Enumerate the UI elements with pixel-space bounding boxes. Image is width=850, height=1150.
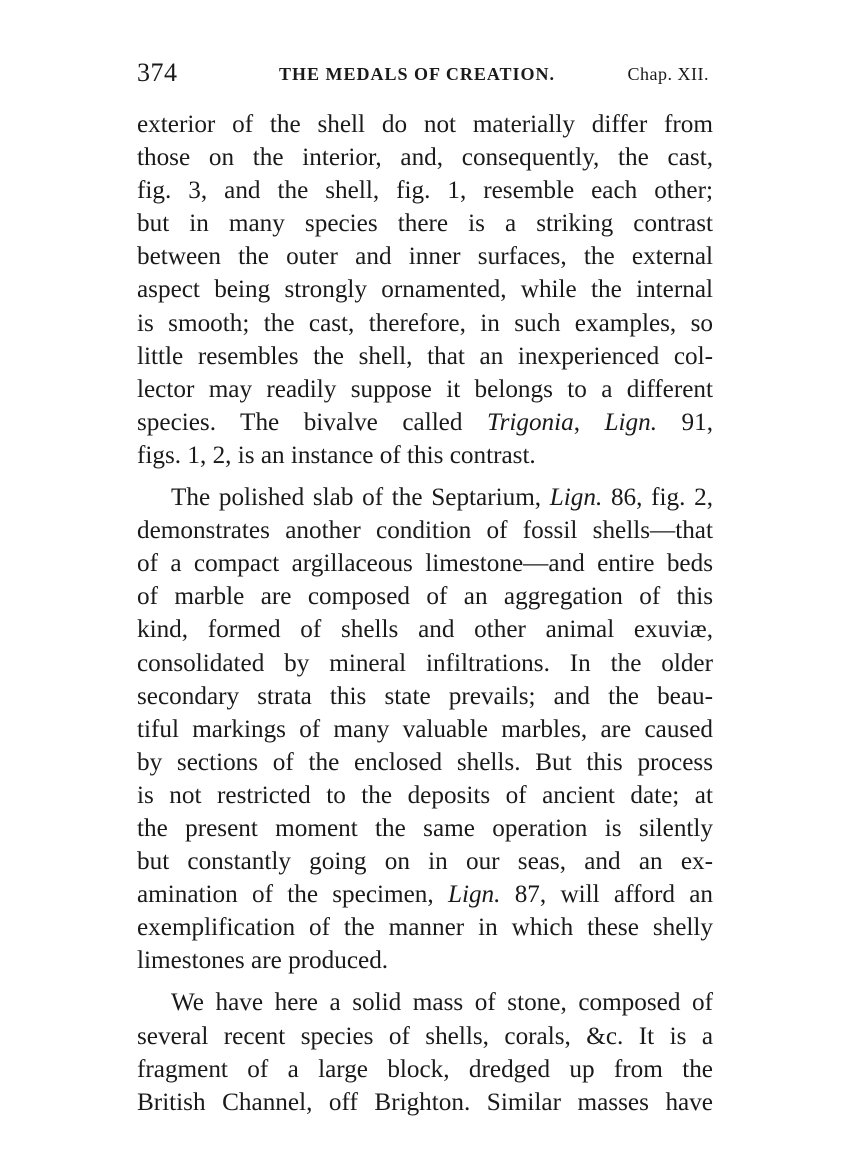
- text-line: fig. 3, and the shell, fig. 1, resemble each other;: [137, 177, 713, 205]
- text-line: lector may readily suppose it belongs to a different: [137, 375, 713, 403]
- text-line: exemplification of the manner in which these shelly: [137, 914, 713, 942]
- text-line: aspect being strongly ornamented, while the internal: [137, 276, 713, 304]
- page-number: 374: [137, 58, 178, 87]
- text-line: is smooth; the cast, therefore, in such examples, so: [137, 309, 713, 337]
- text-line: by sections of the enclosed shells. But this process: [137, 748, 713, 776]
- text-line: British Channel, off Brighton. Similar masses have: [137, 1088, 713, 1116]
- text-line: of a compact argillaceous limestone—and entire beds: [137, 550, 713, 578]
- text-line: fragment of a large block, dredged up from the: [137, 1055, 713, 1083]
- text-line: the present moment the same operation is silently: [137, 814, 713, 842]
- body-text: [137, 108, 713, 1119]
- text-line: species. The bivalve called Trigonia, Lign. 91,: [137, 408, 714, 436]
- book-title: THE MEDALS OF CREATION.: [279, 64, 556, 84]
- paragraph-2: [137, 481, 713, 977]
- text-line: consolidated by mineral infiltrations. In the older: [137, 649, 713, 677]
- text-line: figs. 1, 2, is an instance of this contrast.: [137, 441, 536, 469]
- text-line: tiful markings of many valuable marbles, are caused: [137, 715, 713, 743]
- text-line: but constantly going on in our seas, and an ex-: [137, 848, 713, 876]
- text-line: demonstrates another condition of fossil shells—that: [137, 517, 713, 545]
- text-line: little resembles the shell, that an inexperienced col-: [137, 342, 713, 370]
- text-line: exterior of the shell do not materially differ from: [137, 111, 713, 138]
- paragraph-1: [137, 108, 713, 472]
- text-line: several recent species of shells, corals, &c. It is a: [137, 1022, 713, 1050]
- text-line: secondary strata this state prevails; and the beau-: [137, 682, 713, 710]
- chapter-label: Chap. XII.: [627, 64, 709, 84]
- text-line: kind, formed of shells and other animal exuviæ,: [137, 616, 713, 644]
- text-line: but in many species there is a striking contrast: [137, 210, 713, 238]
- paragraph-3: [137, 986, 713, 1118]
- text-line: is not restricted to the deposits of ancient date; at: [137, 781, 713, 809]
- text-line: of marble are composed of an aggregation of this: [137, 583, 713, 611]
- text-line: amination of the specimen, Lign. 87, will afford an: [137, 881, 713, 909]
- text-line: between the outer and inner surfaces, the external: [137, 243, 713, 271]
- running-head: [137, 58, 713, 92]
- text-line: limestones are produced.: [137, 947, 389, 975]
- text-line: The polished slab of the Septarium, Lign. 86, fig. 2,: [171, 484, 713, 512]
- text-line: We have here a solid mass of stone, composed of: [171, 989, 713, 1017]
- text-line: those on the interior, and, consequently, the cast,: [137, 144, 713, 172]
